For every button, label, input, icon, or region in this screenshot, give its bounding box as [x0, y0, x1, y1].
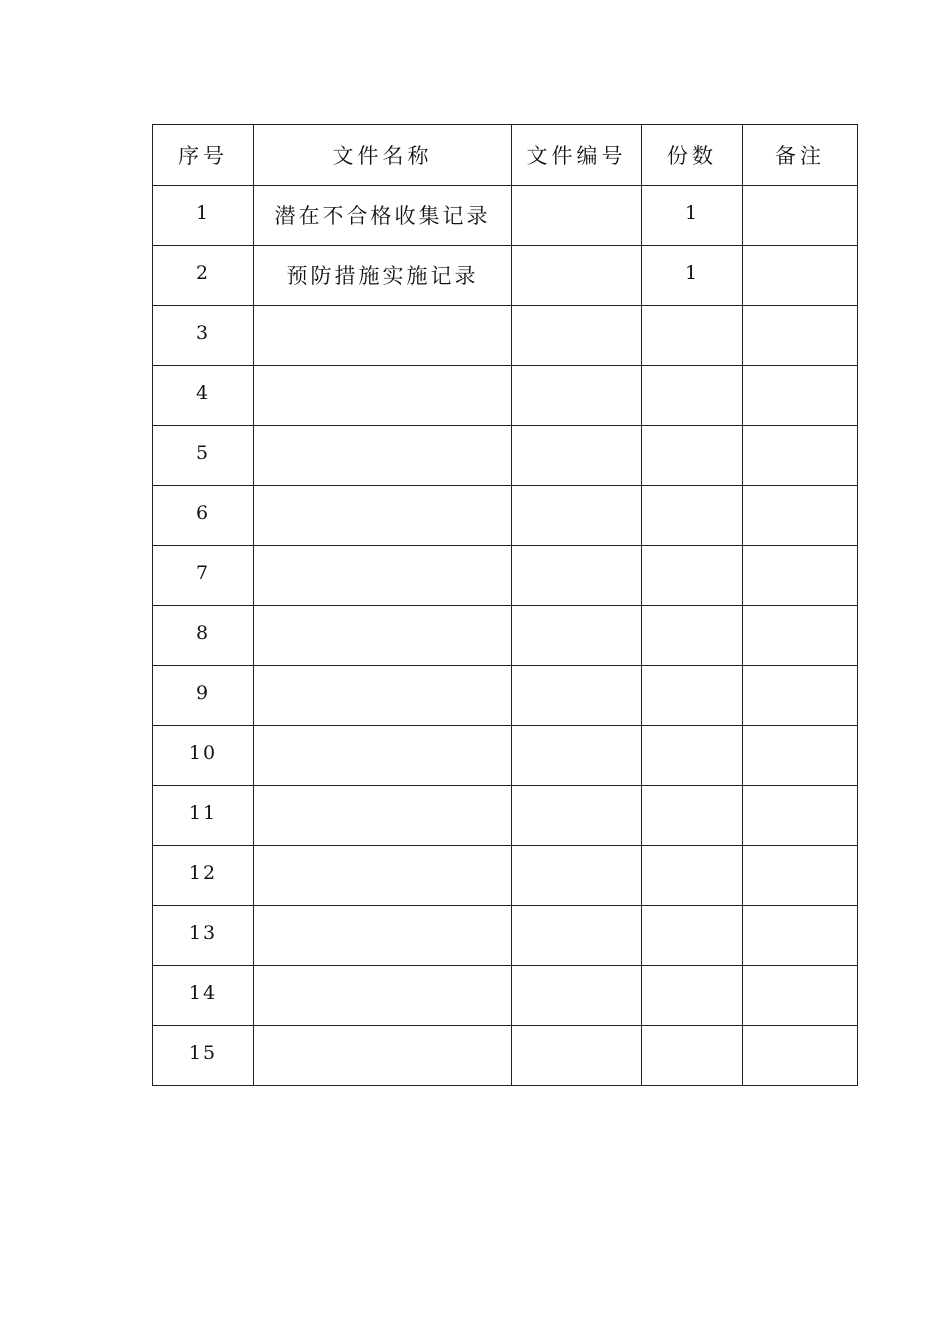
cell-remarks	[743, 486, 858, 546]
cell-file-name	[254, 966, 512, 1026]
cell-copies	[642, 726, 743, 786]
cell-copies	[642, 846, 743, 906]
cell-index: 3	[153, 306, 254, 366]
cell-remarks	[743, 366, 858, 426]
cell-remarks	[743, 606, 858, 666]
file-list-table	[152, 124, 858, 1086]
cell-copies	[642, 486, 743, 546]
cell-copies	[642, 906, 743, 966]
cell-index: 5	[153, 426, 254, 486]
header-file-name: 文件名称	[254, 125, 512, 186]
cell-copies	[642, 606, 743, 666]
cell-index: 6	[153, 486, 254, 546]
table-row	[153, 426, 858, 486]
table-row	[153, 906, 858, 966]
table-row	[153, 546, 858, 606]
cell-file-name	[254, 846, 512, 906]
cell-index: 11	[153, 786, 254, 846]
cell-copies	[642, 786, 743, 846]
cell-remarks	[743, 306, 858, 366]
cell-file-code	[512, 246, 642, 306]
cell-remarks	[743, 426, 858, 486]
cell-file-code	[512, 966, 642, 1026]
cell-remarks	[743, 546, 858, 606]
table-header-row	[153, 125, 858, 186]
cell-file-code	[512, 546, 642, 606]
table-row	[153, 666, 858, 726]
cell-file-name	[254, 426, 512, 486]
cell-file-name	[254, 606, 512, 666]
cell-remarks	[743, 726, 858, 786]
cell-copies	[642, 366, 743, 426]
cell-remarks	[743, 846, 858, 906]
cell-copies: 1	[642, 186, 743, 246]
table-row	[153, 186, 858, 246]
cell-file-code	[512, 486, 642, 546]
cell-file-name: 预防措施实施记录	[254, 246, 512, 306]
header-copies: 份数	[642, 125, 743, 186]
cell-index: 2	[153, 246, 254, 306]
cell-file-name	[254, 666, 512, 726]
table-row	[153, 966, 858, 1026]
cell-index: 4	[153, 366, 254, 426]
cell-file-code	[512, 426, 642, 486]
cell-file-code	[512, 186, 642, 246]
cell-index: 10	[153, 726, 254, 786]
cell-file-name	[254, 546, 512, 606]
cell-index: 1	[153, 186, 254, 246]
cell-index: 14	[153, 966, 254, 1026]
cell-file-code	[512, 1026, 642, 1086]
table-row	[153, 726, 858, 786]
cell-file-code	[512, 366, 642, 426]
cell-file-name	[254, 786, 512, 846]
cell-file-code	[512, 846, 642, 906]
cell-remarks	[743, 666, 858, 726]
cell-remarks	[743, 966, 858, 1026]
table-row	[153, 606, 858, 666]
cell-file-code	[512, 606, 642, 666]
cell-index: 15	[153, 1026, 254, 1086]
header-remarks: 备注	[743, 125, 858, 186]
cell-remarks	[743, 246, 858, 306]
table-row	[153, 306, 858, 366]
cell-index: 9	[153, 666, 254, 726]
cell-file-code	[512, 906, 642, 966]
cell-file-name: 潜在不合格收集记录	[254, 186, 512, 246]
cell-remarks	[743, 906, 858, 966]
cell-copies	[642, 306, 743, 366]
cell-file-name	[254, 726, 512, 786]
cell-file-name	[254, 306, 512, 366]
cell-file-name	[254, 906, 512, 966]
table-row	[153, 1026, 858, 1086]
cell-file-name	[254, 1026, 512, 1086]
cell-file-code	[512, 306, 642, 366]
cell-copies	[642, 666, 743, 726]
cell-index: 12	[153, 846, 254, 906]
cell-remarks	[743, 186, 858, 246]
cell-remarks	[743, 1026, 858, 1086]
table-row	[153, 486, 858, 546]
cell-file-name	[254, 486, 512, 546]
cell-index: 8	[153, 606, 254, 666]
cell-remarks	[743, 786, 858, 846]
cell-copies: 1	[642, 246, 743, 306]
table-row	[153, 246, 858, 306]
cell-copies	[642, 546, 743, 606]
table-row	[153, 786, 858, 846]
cell-file-name	[254, 366, 512, 426]
cell-index: 13	[153, 906, 254, 966]
cell-file-code	[512, 666, 642, 726]
header-index: 序号	[153, 125, 254, 186]
table-row	[153, 846, 858, 906]
cell-copies	[642, 1026, 743, 1086]
cell-file-code	[512, 726, 642, 786]
table-row	[153, 366, 858, 426]
header-file-code: 文件编号	[512, 125, 642, 186]
cell-copies	[642, 966, 743, 1026]
cell-index: 7	[153, 546, 254, 606]
cell-copies	[642, 426, 743, 486]
cell-file-code	[512, 786, 642, 846]
